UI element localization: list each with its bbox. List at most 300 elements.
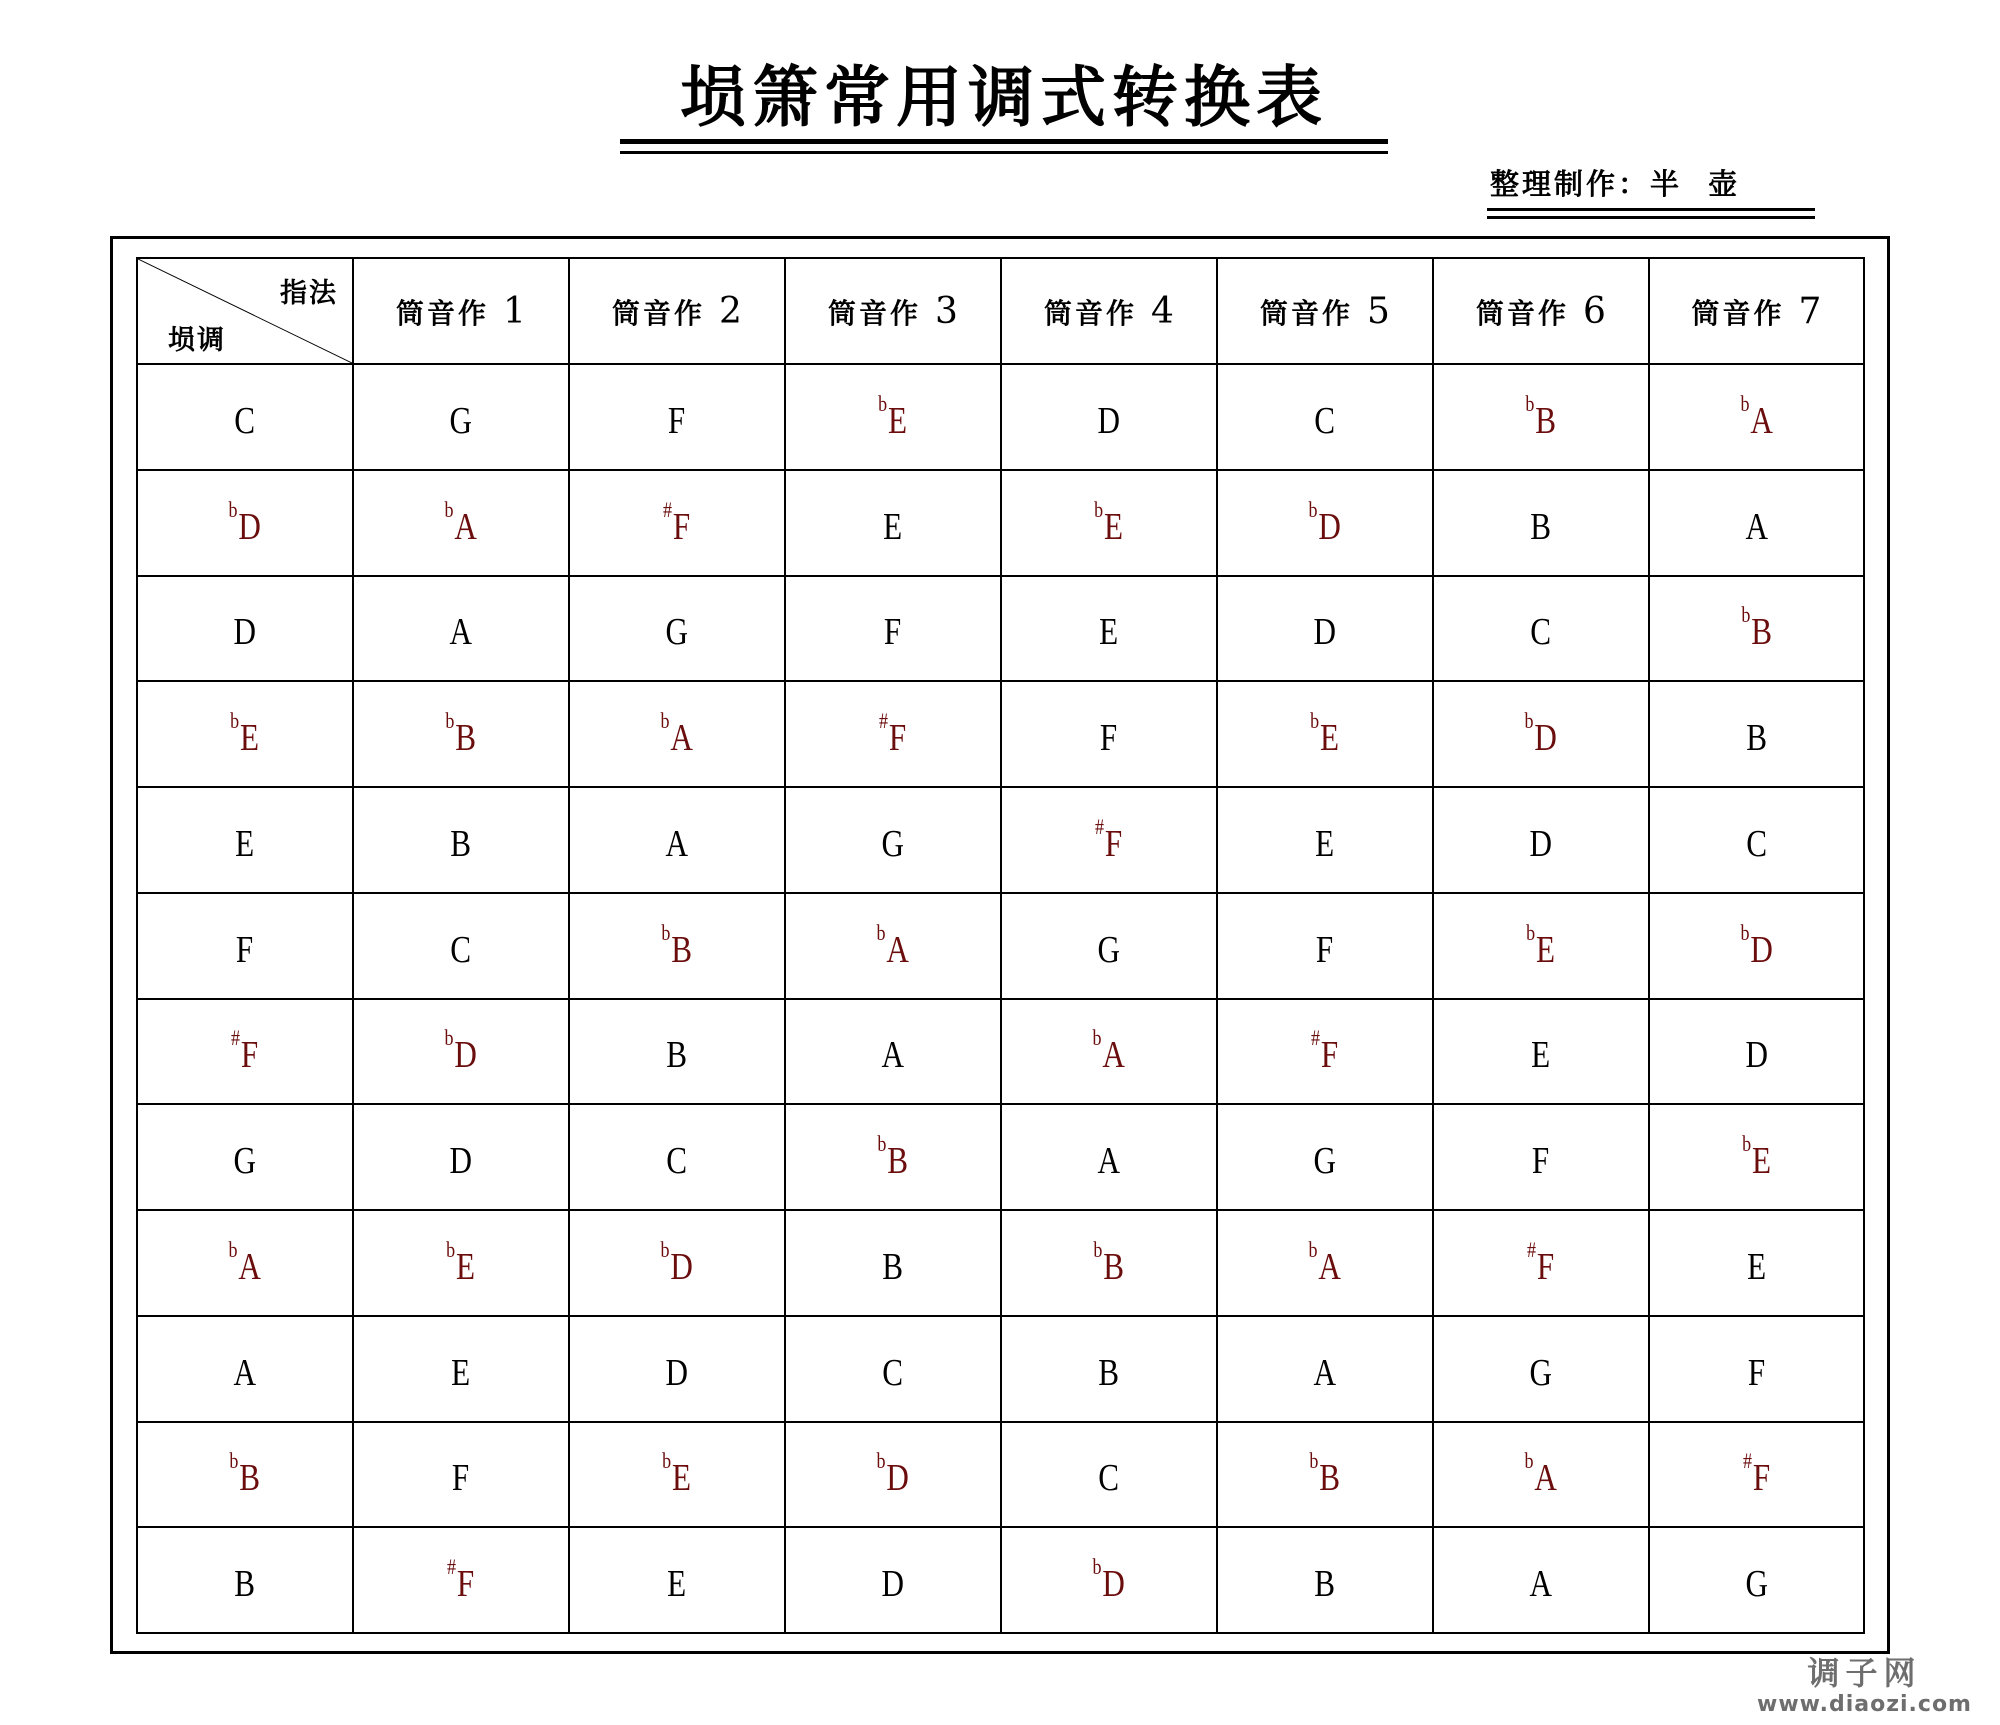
fingering-cell bbox=[353, 1422, 569, 1528]
note-value bbox=[1742, 1448, 1771, 1500]
fingering-cell bbox=[1217, 1422, 1433, 1528]
fingering-cell bbox=[1649, 576, 1864, 682]
fingering-cell bbox=[353, 999, 569, 1105]
note-value bbox=[666, 1135, 688, 1183]
note-letter: A bbox=[1529, 1563, 1553, 1606]
fingering-cell bbox=[1433, 1210, 1649, 1316]
note-letter: D bbox=[1750, 928, 1773, 971]
note-letter: A bbox=[233, 1351, 257, 1394]
note-letter: G bbox=[449, 399, 473, 442]
fingering-cell bbox=[1001, 470, 1217, 576]
flat-sign: b bbox=[1742, 1131, 1752, 1157]
fingering-cell bbox=[1001, 364, 1217, 470]
note-letter: E bbox=[1746, 1245, 1767, 1288]
note-value bbox=[1094, 496, 1124, 548]
note-letter: B bbox=[1103, 1245, 1125, 1288]
note-value bbox=[1095, 813, 1123, 865]
note-letter: A bbox=[670, 717, 694, 760]
note-letter: E bbox=[240, 717, 260, 760]
fingering-cell bbox=[1001, 999, 1217, 1105]
table-row bbox=[137, 681, 1864, 787]
note-value bbox=[234, 395, 256, 442]
note-letter: D bbox=[449, 1140, 473, 1183]
flat-sign: b bbox=[229, 1448, 239, 1474]
note-letter: D bbox=[1313, 611, 1337, 654]
flat-sign: b bbox=[1308, 496, 1318, 522]
note-value bbox=[233, 1135, 257, 1183]
note-letter: A bbox=[1745, 505, 1768, 548]
fingering-cell bbox=[1001, 576, 1217, 682]
note-value bbox=[1530, 606, 1552, 654]
title-underline-thin bbox=[620, 151, 1388, 154]
flat-sign: b bbox=[228, 496, 238, 522]
note-value bbox=[1098, 1347, 1120, 1394]
note-letter: B bbox=[671, 928, 693, 971]
note-letter: F bbox=[452, 1457, 470, 1500]
note-value bbox=[1532, 1135, 1550, 1183]
watermark bbox=[1757, 1654, 1972, 1718]
note-letter: B bbox=[1530, 505, 1552, 548]
author-credit: 整理制作：半 壶 bbox=[1490, 167, 1741, 201]
table-row bbox=[137, 1316, 1864, 1422]
column-header-number: 6 bbox=[1583, 290, 1606, 332]
note-value bbox=[1747, 1347, 1766, 1394]
fingering-cell bbox=[569, 1104, 785, 1210]
note-value bbox=[1313, 1347, 1337, 1394]
fingering-cell bbox=[569, 1210, 785, 1316]
note-value bbox=[1100, 712, 1118, 760]
column-header-number: 7 bbox=[1798, 290, 1822, 332]
note-value bbox=[881, 1029, 905, 1077]
note-letter: D bbox=[1318, 505, 1342, 548]
fingering-cell bbox=[785, 1210, 1001, 1316]
note-letter: F bbox=[1537, 1245, 1555, 1288]
fingering-cell bbox=[785, 1316, 1001, 1422]
note-letter: C bbox=[234, 399, 256, 442]
fingering-cell bbox=[1433, 893, 1649, 999]
xun-key-cell bbox=[137, 787, 353, 893]
note-value bbox=[1310, 708, 1340, 760]
note-value bbox=[449, 395, 473, 442]
fingering-cell bbox=[1001, 1210, 1217, 1316]
note-value bbox=[1740, 919, 1773, 971]
note-value bbox=[234, 1558, 256, 1606]
fingering-cell bbox=[1001, 787, 1217, 893]
note-letter: E bbox=[667, 1563, 687, 1606]
flat-sign: b bbox=[661, 919, 671, 945]
note-letter: B bbox=[882, 1245, 904, 1288]
note-letter: E bbox=[1320, 717, 1340, 760]
note-value bbox=[449, 1135, 473, 1183]
table-row bbox=[137, 1422, 1864, 1528]
note-value bbox=[878, 390, 908, 442]
column-header-label: 筒音作 bbox=[1044, 296, 1138, 330]
note-letter: B bbox=[450, 822, 472, 865]
flat-sign: b bbox=[1740, 919, 1750, 945]
fingering-label: 指法 bbox=[280, 278, 338, 309]
page-title: 埙箫常用调式转换表 bbox=[680, 59, 1328, 136]
table-row bbox=[137, 576, 1864, 682]
note-letter: B bbox=[1098, 1351, 1120, 1394]
header-row bbox=[137, 258, 1864, 364]
note-letter: D bbox=[1529, 822, 1553, 865]
note-value bbox=[665, 606, 689, 654]
fingering-cell bbox=[569, 1527, 785, 1633]
flat-sign: b bbox=[1740, 390, 1750, 416]
note-letter: E bbox=[1104, 505, 1124, 548]
fingering-cell bbox=[1217, 999, 1433, 1105]
flat-sign: b bbox=[877, 1131, 887, 1157]
note-letter: G bbox=[233, 1140, 257, 1183]
xun-key-cell bbox=[137, 470, 353, 576]
flat-sign: b bbox=[228, 1236, 238, 1262]
note-letter: B bbox=[1535, 399, 1557, 442]
note-value bbox=[233, 1347, 257, 1394]
note-value bbox=[876, 919, 910, 971]
note-value bbox=[1097, 395, 1121, 442]
fingering-cell bbox=[1649, 1316, 1864, 1422]
xun-key-cell bbox=[137, 1210, 353, 1316]
note-letter: A bbox=[1534, 1457, 1558, 1500]
note-letter: D bbox=[886, 1457, 910, 1500]
note-letter: E bbox=[888, 399, 908, 442]
fingering-cell bbox=[1001, 1422, 1217, 1528]
flat-sign: b bbox=[444, 1025, 454, 1051]
table-row bbox=[137, 364, 1864, 470]
note-value bbox=[1097, 1135, 1121, 1183]
note-value bbox=[1316, 924, 1334, 971]
note-letter: G bbox=[1529, 1351, 1553, 1394]
fingering-cell bbox=[1001, 1316, 1217, 1422]
note-value bbox=[1099, 606, 1119, 654]
xun-key-cell bbox=[137, 576, 353, 682]
note-value bbox=[1098, 1452, 1120, 1500]
note-value bbox=[1308, 1236, 1342, 1288]
note-letter: A bbox=[454, 505, 478, 548]
fingering-cell bbox=[785, 999, 1001, 1105]
author-underline-top bbox=[1487, 208, 1815, 211]
note-value bbox=[231, 1025, 259, 1077]
note-letter: F bbox=[241, 1034, 259, 1077]
note-value bbox=[881, 818, 905, 865]
note-value bbox=[444, 496, 478, 548]
fingering-cell bbox=[1649, 999, 1864, 1105]
note-value bbox=[1524, 708, 1558, 760]
note-letter: A bbox=[665, 822, 689, 865]
fingering-cell bbox=[569, 470, 785, 576]
xun-key-cell bbox=[137, 1104, 353, 1210]
note-letter: E bbox=[235, 822, 255, 865]
note-value bbox=[229, 1448, 261, 1500]
fingering-cell bbox=[569, 999, 785, 1105]
column-header-number: 4 bbox=[1151, 290, 1174, 332]
column-header-1 bbox=[353, 258, 569, 364]
fingering-cell bbox=[353, 470, 569, 576]
note-letter: D bbox=[665, 1351, 689, 1394]
flat-sign: b bbox=[230, 708, 240, 734]
fingering-cell bbox=[1649, 893, 1864, 999]
fingering-cell bbox=[785, 576, 1001, 682]
fingering-cell bbox=[353, 893, 569, 999]
note-value bbox=[450, 818, 472, 865]
note-value bbox=[1314, 395, 1336, 442]
fingering-cell bbox=[569, 787, 785, 893]
flat-sign: b bbox=[662, 1448, 672, 1474]
fingering-cell bbox=[569, 1316, 785, 1422]
note-value bbox=[667, 1558, 687, 1606]
watermark-name: 调子网 bbox=[1807, 1654, 1922, 1692]
note-letter: F bbox=[1747, 1351, 1766, 1394]
note-value bbox=[446, 1236, 476, 1288]
note-letter: E bbox=[672, 1457, 692, 1500]
xun-key-cell bbox=[137, 364, 353, 470]
note-value bbox=[882, 1347, 904, 1394]
flat-sign: b bbox=[1092, 1554, 1102, 1580]
note-letter: G bbox=[1313, 1140, 1337, 1183]
sharp-sign: # bbox=[1095, 813, 1105, 839]
note-letter: F bbox=[884, 611, 902, 654]
note-letter: C bbox=[450, 928, 472, 971]
note-value bbox=[451, 1347, 471, 1394]
note-value bbox=[881, 1558, 905, 1606]
fingering-cell bbox=[1217, 1527, 1433, 1633]
note-letter: B bbox=[1751, 611, 1772, 654]
fingering-cell bbox=[1649, 1104, 1864, 1210]
note-value bbox=[1746, 818, 1767, 865]
note-letter: G bbox=[1097, 928, 1121, 971]
note-value bbox=[1313, 606, 1337, 654]
note-value bbox=[1314, 1558, 1336, 1606]
column-header-7 bbox=[1649, 258, 1864, 364]
note-value bbox=[1093, 1236, 1125, 1288]
sharp-sign: # bbox=[231, 1025, 241, 1051]
note-letter: F bbox=[1532, 1140, 1550, 1183]
note-value bbox=[452, 1452, 470, 1500]
flat-sign: b bbox=[1094, 496, 1104, 522]
flat-sign: b bbox=[1524, 1448, 1534, 1474]
note-value bbox=[1745, 501, 1768, 548]
table-row bbox=[137, 470, 1864, 576]
note-letter: C bbox=[1530, 611, 1552, 654]
note-value bbox=[449, 606, 473, 654]
fingering-cell bbox=[785, 364, 1001, 470]
flat-sign: b bbox=[1526, 919, 1536, 945]
sharp-sign: # bbox=[879, 708, 889, 734]
note-value bbox=[1097, 924, 1121, 971]
key-conversion-table bbox=[136, 257, 1865, 1634]
note-value bbox=[1311, 1025, 1339, 1077]
sharp-sign: # bbox=[663, 496, 673, 522]
note-letter: F bbox=[236, 928, 254, 971]
fingering-cell bbox=[1433, 1527, 1649, 1633]
fingering-cell bbox=[1217, 681, 1433, 787]
note-letter: D bbox=[1745, 1034, 1768, 1077]
note-letter: F bbox=[668, 399, 686, 442]
fingering-cell bbox=[1433, 1422, 1649, 1528]
note-letter: D bbox=[1102, 1563, 1126, 1606]
sharp-sign: # bbox=[1527, 1236, 1537, 1262]
table-row bbox=[137, 1527, 1864, 1633]
note-letter: C bbox=[1098, 1457, 1120, 1500]
note-letter: A bbox=[238, 1245, 262, 1288]
watermark-url: www.diaozi.com bbox=[1757, 1692, 1972, 1717]
note-letter: F bbox=[1316, 928, 1334, 971]
fingering-cell bbox=[353, 364, 569, 470]
note-value bbox=[1092, 1554, 1126, 1606]
column-header-label: 筒音作 bbox=[1476, 296, 1570, 330]
note-letter: D bbox=[670, 1245, 694, 1288]
fingering-cell bbox=[353, 1104, 569, 1210]
note-letter: D bbox=[1097, 399, 1121, 442]
column-header-2 bbox=[569, 258, 785, 364]
flat-sign: b bbox=[878, 390, 888, 416]
fingering-cell bbox=[1649, 1527, 1864, 1633]
note-letter: A bbox=[1750, 399, 1773, 442]
fingering-cell bbox=[1217, 1210, 1433, 1316]
note-value bbox=[1309, 1448, 1341, 1500]
fingering-cell bbox=[1217, 576, 1433, 682]
note-value bbox=[884, 606, 902, 654]
note-value bbox=[1529, 1558, 1553, 1606]
sharp-sign: # bbox=[1311, 1025, 1321, 1051]
note-value bbox=[1524, 1448, 1558, 1500]
note-value bbox=[233, 606, 257, 654]
note-letter: D bbox=[238, 505, 262, 548]
fingering-cell bbox=[785, 681, 1001, 787]
flat-sign: b bbox=[660, 1236, 670, 1262]
note-letter: A bbox=[1097, 1140, 1121, 1183]
fingering-cell bbox=[785, 787, 1001, 893]
note-letter: E bbox=[456, 1245, 476, 1288]
column-header-label: 筒音作 bbox=[612, 296, 706, 330]
fingering-cell bbox=[1433, 470, 1649, 576]
note-value bbox=[1315, 818, 1335, 865]
note-letter: C bbox=[882, 1351, 904, 1394]
xun-key-cell bbox=[137, 1316, 353, 1422]
note-value bbox=[660, 708, 694, 760]
note-value bbox=[1740, 390, 1773, 442]
fingering-cell bbox=[1649, 364, 1864, 470]
note-letter: F bbox=[1105, 822, 1123, 865]
fingering-cell bbox=[1649, 1422, 1864, 1528]
note-letter: F bbox=[1100, 717, 1118, 760]
note-letter: B bbox=[887, 1140, 909, 1183]
note-value bbox=[882, 1241, 904, 1288]
flat-sign: b bbox=[1525, 390, 1535, 416]
fingering-cell bbox=[1433, 787, 1649, 893]
column-header-6 bbox=[1433, 258, 1649, 364]
note-value bbox=[663, 496, 691, 548]
fingering-cell bbox=[1217, 364, 1433, 470]
note-letter: G bbox=[1745, 1563, 1768, 1606]
note-value bbox=[230, 708, 260, 760]
note-letter: A bbox=[1102, 1034, 1126, 1077]
fingering-cell bbox=[353, 1210, 569, 1316]
note-value bbox=[877, 1131, 909, 1183]
note-value bbox=[1531, 1029, 1551, 1077]
column-header-4 bbox=[1001, 258, 1217, 364]
note-letter: C bbox=[1314, 399, 1336, 442]
note-value bbox=[660, 1236, 694, 1288]
note-value bbox=[1092, 1025, 1126, 1077]
flat-sign: b bbox=[1093, 1236, 1103, 1262]
note-value bbox=[228, 1236, 262, 1288]
note-value bbox=[879, 708, 907, 760]
column-header-label: 筒音作 bbox=[1691, 296, 1785, 330]
column-header-number: 3 bbox=[935, 290, 958, 332]
table-row bbox=[137, 999, 1864, 1105]
flat-sign: b bbox=[1310, 708, 1320, 734]
title-underline-thick bbox=[620, 139, 1388, 144]
note-letter: B bbox=[1746, 717, 1767, 760]
fingering-cell bbox=[1001, 681, 1217, 787]
author-underline-bottom bbox=[1487, 216, 1815, 219]
fingering-cell bbox=[1649, 470, 1864, 576]
note-letter: E bbox=[1751, 1140, 1771, 1183]
note-value bbox=[445, 708, 477, 760]
note-value bbox=[1741, 602, 1772, 654]
note-value bbox=[1308, 496, 1342, 548]
flat-sign: b bbox=[876, 1448, 886, 1474]
fingering-cell bbox=[1001, 1527, 1217, 1633]
note-value bbox=[1746, 712, 1767, 760]
fingering-cell bbox=[569, 364, 785, 470]
note-letter: F bbox=[673, 505, 691, 548]
flat-sign: b bbox=[660, 708, 670, 734]
note-value bbox=[661, 919, 693, 971]
note-letter: D bbox=[233, 611, 257, 654]
note-letter: A bbox=[1318, 1245, 1342, 1288]
fingering-cell bbox=[353, 576, 569, 682]
fingering-cell bbox=[569, 681, 785, 787]
note-letter: B bbox=[239, 1457, 261, 1500]
note-letter: E bbox=[883, 505, 903, 548]
note-letter: D bbox=[1534, 717, 1558, 760]
xun-key-cell bbox=[137, 681, 353, 787]
note-value bbox=[1530, 501, 1552, 548]
fingering-cell bbox=[1433, 364, 1649, 470]
fingering-cell bbox=[1433, 999, 1649, 1105]
note-letter: G bbox=[881, 822, 905, 865]
note-letter: B bbox=[234, 1563, 256, 1606]
note-letter: E bbox=[1536, 928, 1556, 971]
note-value bbox=[1745, 1029, 1768, 1077]
note-value bbox=[235, 818, 255, 865]
sharp-sign: # bbox=[1742, 1448, 1752, 1474]
xun-key-cell bbox=[137, 1422, 353, 1528]
note-value bbox=[450, 924, 472, 971]
fingering-cell bbox=[1649, 787, 1864, 893]
note-letter: C bbox=[1746, 822, 1767, 865]
column-header-label: 筒音作 bbox=[828, 296, 922, 330]
column-header-number: 2 bbox=[719, 290, 742, 332]
flat-sign: b bbox=[1308, 1236, 1318, 1262]
note-letter: B bbox=[666, 1034, 688, 1077]
fingering-cell bbox=[785, 1422, 1001, 1528]
column-header-label: 筒音作 bbox=[396, 296, 490, 330]
note-letter: F bbox=[457, 1563, 475, 1606]
note-value bbox=[662, 1448, 692, 1500]
fingering-cell bbox=[1217, 787, 1433, 893]
fingering-cell bbox=[1433, 1104, 1649, 1210]
column-header-number: 1 bbox=[503, 290, 526, 332]
note-value bbox=[236, 924, 254, 971]
sharp-sign: # bbox=[447, 1554, 457, 1580]
fingering-cell bbox=[1001, 1104, 1217, 1210]
note-letter: G bbox=[665, 611, 689, 654]
note-value bbox=[1526, 919, 1556, 971]
note-letter: A bbox=[449, 611, 473, 654]
